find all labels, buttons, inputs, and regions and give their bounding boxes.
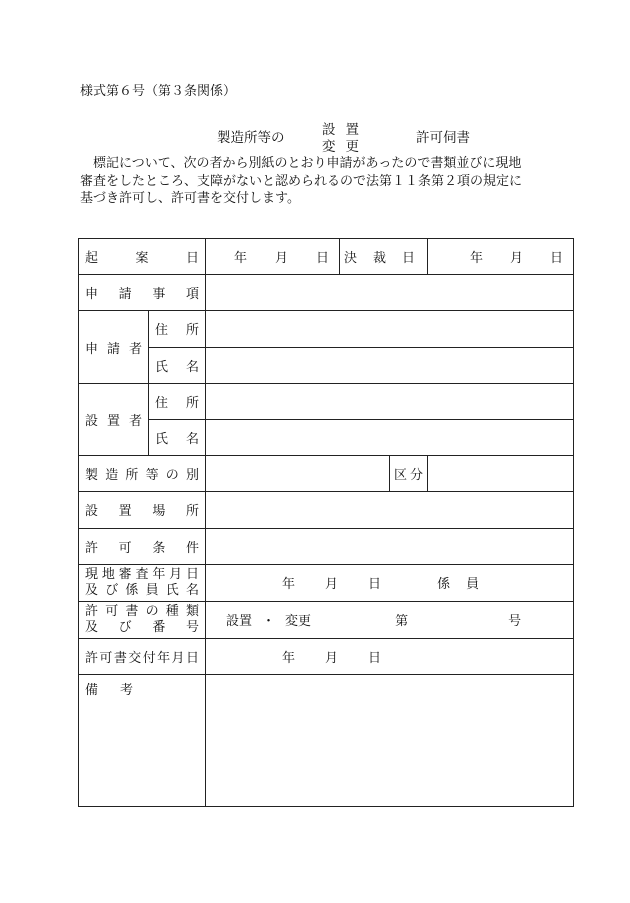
label-applicant: 申 請 者 xyxy=(79,311,149,383)
row-applicant-address xyxy=(79,311,574,347)
intro-line-2: 審査をしたところ、支障がないと認められるので法第１１条第２項の規定に xyxy=(80,173,523,189)
row-facility-type xyxy=(79,456,574,492)
row-location xyxy=(79,492,574,528)
label-facility-type: 製 造 所 等 の 別 xyxy=(79,456,206,492)
intro-paragraph xyxy=(80,155,560,208)
title-prefix: 製造所等の xyxy=(217,130,285,146)
title-option-install: 設置 xyxy=(322,122,369,138)
label-applicant-name: 氏 名 xyxy=(149,347,206,383)
form-number: 様式第６号（第３条関係） xyxy=(80,84,237,99)
label-category: 区 分 xyxy=(390,456,428,492)
field-decision-date[interactable]: 年 月 日 xyxy=(428,239,574,275)
field-installer-address[interactable] xyxy=(206,383,574,419)
title-option-change: 変更 xyxy=(322,139,369,155)
permit-table xyxy=(78,238,574,807)
field-draft-date[interactable]: 年 月 日 xyxy=(206,239,340,275)
title-suffix: 許可伺書 xyxy=(416,130,470,146)
field-facility-type[interactable] xyxy=(206,456,390,492)
field-installer-name[interactable] xyxy=(206,419,574,455)
field-applicant-address[interactable] xyxy=(206,311,574,347)
row-application xyxy=(79,275,574,311)
intro-line-3: 基づき許可し、許可書を交付します。 xyxy=(80,191,300,207)
field-issue-date[interactable]: 年 月 日 xyxy=(206,639,574,675)
intro-line-1: 標記について、次の者から別紙のとおり申請があったので書類並びに現地 xyxy=(80,156,522,171)
label-permit-kind: 許 可 書 の 種 類 及 び 番 号 xyxy=(79,601,206,638)
label-installer: 設 置 者 xyxy=(79,383,149,455)
row-issue-date xyxy=(79,639,574,675)
field-category[interactable] xyxy=(428,456,574,492)
label-inspection: 現 地 審 査 年 月 日 及 び 係 員 氏 名 xyxy=(79,564,206,601)
row-inspection xyxy=(79,564,574,601)
field-application[interactable] xyxy=(206,275,574,311)
row-installer-address xyxy=(79,383,574,419)
row-remarks xyxy=(79,675,574,807)
label-installer-name: 氏 名 xyxy=(149,419,206,455)
field-location[interactable] xyxy=(206,492,574,528)
label-conditions: 許 可 条 件 xyxy=(79,528,206,564)
label-applicant-address: 住 所 xyxy=(149,311,206,347)
row-installer-name xyxy=(79,419,574,455)
field-applicant-name[interactable] xyxy=(206,347,574,383)
label-application: 申 請 事 項 xyxy=(79,275,206,311)
field-remarks[interactable] xyxy=(206,675,574,807)
row-dates xyxy=(79,239,574,275)
row-conditions xyxy=(79,528,574,564)
label-draft-date: 起 案 日 xyxy=(79,239,206,275)
field-conditions[interactable] xyxy=(206,528,574,564)
label-remarks: 備 考 xyxy=(79,675,206,807)
label-installer-address: 住 所 xyxy=(149,383,206,419)
row-applicant-name xyxy=(79,347,574,383)
row-permit-kind xyxy=(79,601,574,638)
label-location: 設 置 場 所 xyxy=(79,492,206,528)
field-inspection[interactable]: 年 月 日 係 員 xyxy=(206,564,574,601)
field-permit-kind[interactable]: 設置 ・ 変更 第 号 xyxy=(206,601,574,638)
label-decision-date: 決 裁 日 xyxy=(340,239,428,275)
label-issue-date: 許 可 書 交 付 年 月 日 xyxy=(79,639,206,675)
